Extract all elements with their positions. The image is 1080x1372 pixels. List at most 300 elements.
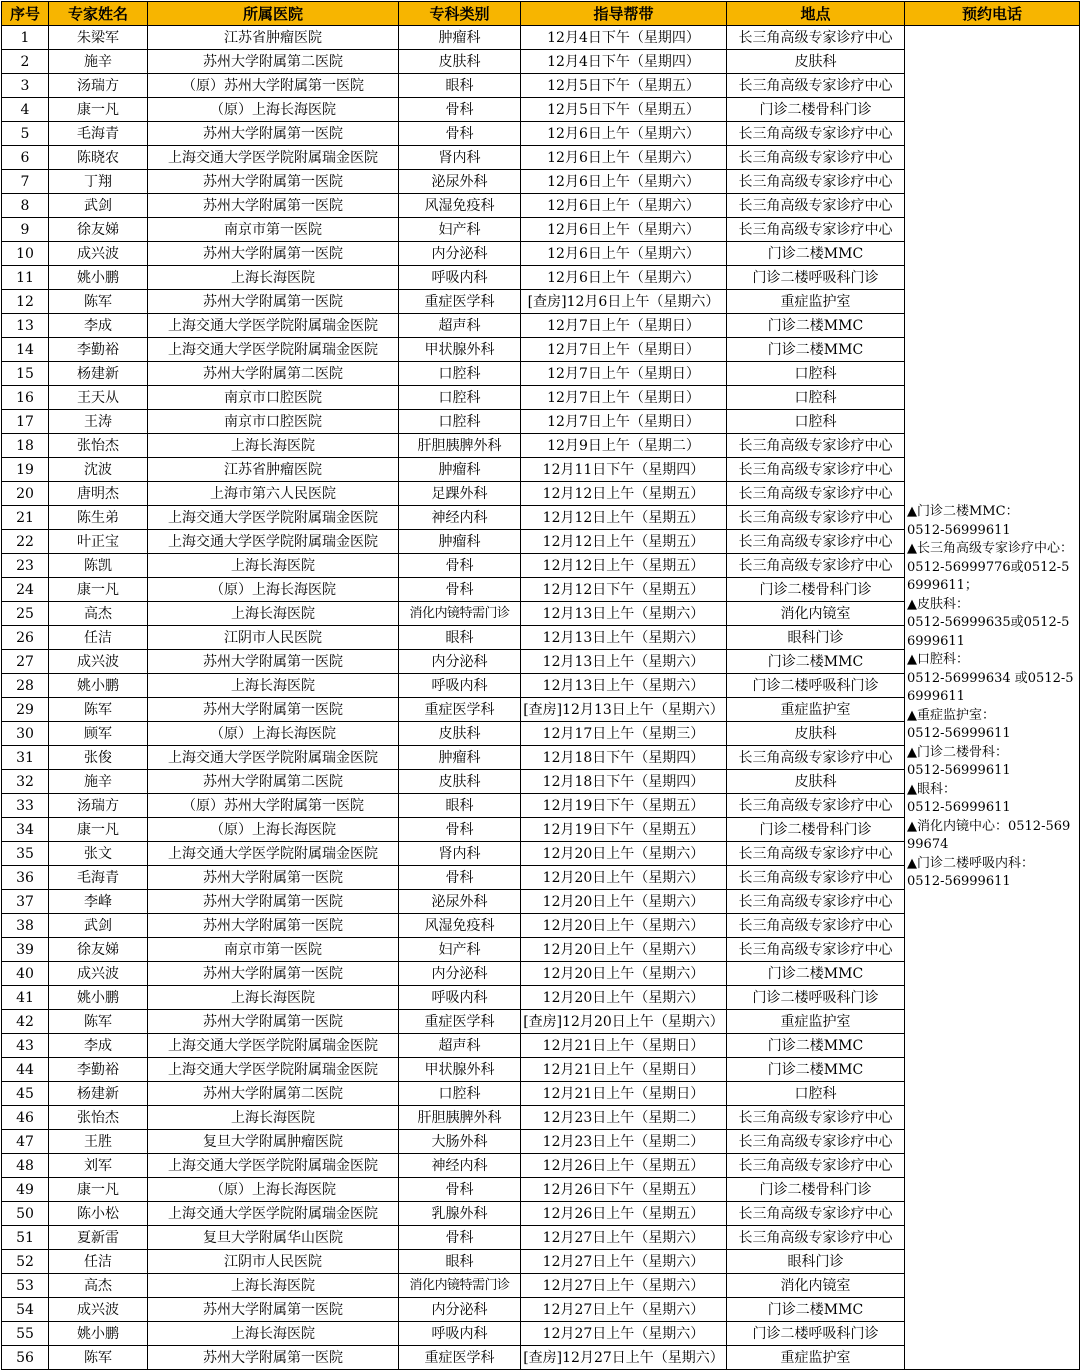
location-cell: 长三角高级专家诊疗中心 — [727, 1130, 905, 1154]
expert-name-cell: 杨建新 — [49, 1082, 148, 1106]
expert-name-cell: 任洁 — [49, 1250, 148, 1274]
index-cell: 45 — [2, 1082, 49, 1106]
expert-name-cell: 成兴波 — [49, 650, 148, 674]
guidance-time-cell: 12月20日上午（星期六） — [521, 866, 727, 890]
location-cell: 口腔科 — [727, 386, 905, 410]
guidance-time-cell: 12月20日上午（星期六） — [521, 890, 727, 914]
guidance-time-cell: 12月23日上午（星期二） — [521, 1130, 727, 1154]
phone-line: ▲门诊二楼骨科： — [907, 744, 1008, 760]
index-cell: 3 — [2, 74, 49, 98]
hospital-cell: 上海长海医院 — [148, 674, 399, 698]
guidance-time-cell: [查房]12月13日上午（星期六） — [521, 698, 727, 722]
expert-name-cell: 姚小鹏 — [49, 1322, 148, 1346]
expert-schedule-table — [1, 1, 1080, 1370]
location-cell: 长三角高级专家诊疗中心 — [727, 26, 905, 50]
specialty-cell: 内分泌科 — [399, 1298, 521, 1322]
phone-line: 0512-56999635或0512-56999611 — [907, 615, 1070, 649]
location-cell: 长三角高级专家诊疗中心 — [727, 482, 905, 506]
guidance-time-cell: 12月12日上午（星期五） — [521, 482, 727, 506]
booking-phone-cell — [905, 26, 1080, 1370]
expert-name-cell: 毛海青 — [49, 122, 148, 146]
location-cell: 重症监护室 — [727, 698, 905, 722]
location-cell: 门诊二楼骨科门诊 — [727, 578, 905, 602]
expert-name-cell: 叶正宝 — [49, 530, 148, 554]
guidance-time-cell: 12月20日上午（星期六） — [521, 986, 727, 1010]
index-cell: 39 — [2, 938, 49, 962]
location-cell: 门诊二楼MMC — [727, 242, 905, 266]
expert-name-cell: 康一凡 — [49, 1178, 148, 1202]
specialty-cell: 风湿免疫科 — [399, 194, 521, 218]
location-cell: 长三角高级专家诊疗中心 — [727, 458, 905, 482]
index-cell: 17 — [2, 410, 49, 434]
expert-name-cell: 陈凯 — [49, 554, 148, 578]
specialty-cell: 皮肤科 — [399, 770, 521, 794]
expert-name-cell: 夏新雷 — [49, 1226, 148, 1250]
index-cell: 41 — [2, 986, 49, 1010]
specialty-cell: 消化内镜特需门诊 — [399, 602, 521, 626]
index-cell: 29 — [2, 698, 49, 722]
guidance-time-cell: 12月6日上午（星期六） — [521, 194, 727, 218]
guidance-time-cell: 12月13日上午（星期六） — [521, 650, 727, 674]
hospital-cell: 上海长海医院 — [148, 554, 399, 578]
hospital-cell: 上海长海医院 — [148, 602, 399, 626]
specialty-cell: 眼科 — [399, 1250, 521, 1274]
hospital-cell: 上海长海医院 — [148, 1106, 399, 1130]
location-cell: 长三角高级专家诊疗中心 — [727, 506, 905, 530]
expert-name-cell: 陈军 — [49, 698, 148, 722]
hospital-cell: 苏州大学附属第一医院 — [148, 290, 399, 314]
index-cell: 9 — [2, 218, 49, 242]
location-cell: 门诊二楼呼吸科门诊 — [727, 986, 905, 1010]
guidance-time-cell: 12月9日上午（星期二） — [521, 434, 727, 458]
index-cell: 14 — [2, 338, 49, 362]
hospital-cell: 苏州大学附属第一医院 — [148, 866, 399, 890]
guidance-time-cell: 12月27日上午（星期六） — [521, 1274, 727, 1298]
index-cell: 55 — [2, 1322, 49, 1346]
specialty-cell: 肾内科 — [399, 842, 521, 866]
expert-name-cell: 顾军 — [49, 722, 148, 746]
index-cell: 44 — [2, 1058, 49, 1082]
index-cell: 16 — [2, 386, 49, 410]
expert-name-cell: 李成 — [49, 314, 148, 338]
index-cell: 43 — [2, 1034, 49, 1058]
specialty-cell: 肝胆胰脾外科 — [399, 1106, 521, 1130]
expert-name-cell: 李勤裕 — [49, 1058, 148, 1082]
guidance-time-cell: 12月19日下午（星期五） — [521, 818, 727, 842]
expert-name-cell: 陈小松 — [49, 1202, 148, 1226]
specialty-cell: 超声科 — [399, 314, 521, 338]
expert-name-cell: 张怡杰 — [49, 434, 148, 458]
location-cell: 皮肤科 — [727, 770, 905, 794]
index-cell: 31 — [2, 746, 49, 770]
location-cell: 消化内镜室 — [727, 1274, 905, 1298]
location-cell: 皮肤科 — [727, 50, 905, 74]
hospital-cell: 上海交通大学医学院附属瑞金医院 — [148, 746, 399, 770]
location-cell: 口腔科 — [727, 1082, 905, 1106]
specialty-cell: 肿瘤科 — [399, 746, 521, 770]
index-cell: 40 — [2, 962, 49, 986]
location-cell: 重症监护室 — [727, 290, 905, 314]
specialty-cell: 神经内科 — [399, 506, 521, 530]
hospital-cell: 上海长海医院 — [148, 1274, 399, 1298]
phone-line: ▲门诊二楼呼吸内科： — [907, 855, 1034, 871]
location-cell: 消化内镜室 — [727, 602, 905, 626]
guidance-time-cell: 12月21日上午（星期日） — [521, 1082, 727, 1106]
guidance-time-cell: 12月23日上午（星期二） — [521, 1106, 727, 1130]
specialty-cell: 口腔科 — [399, 1082, 521, 1106]
specialty-cell: 口腔科 — [399, 362, 521, 386]
guidance-time-cell: 12月4日下午（星期四） — [521, 26, 727, 50]
index-cell: 12 — [2, 290, 49, 314]
guidance-time-cell: 12月19日下午（星期五） — [521, 794, 727, 818]
hospital-cell: 苏州大学附属第一医院 — [148, 194, 399, 218]
guidance-time-cell: 12月6日上午（星期六） — [521, 218, 727, 242]
hospital-cell: 南京市第一医院 — [148, 218, 399, 242]
hospital-cell: 苏州大学附属第二医院 — [148, 1082, 399, 1106]
expert-name-cell: 高杰 — [49, 602, 148, 626]
hospital-cell: 苏州大学附属第一医院 — [148, 1298, 399, 1322]
index-cell: 27 — [2, 650, 49, 674]
specialty-cell: 神经内科 — [399, 1154, 521, 1178]
index-cell: 19 — [2, 458, 49, 482]
expert-name-cell: 武剑 — [49, 194, 148, 218]
index-cell: 2 — [2, 50, 49, 74]
expert-name-cell: 汤瑞方 — [49, 74, 148, 98]
specialty-cell: 大肠外科 — [399, 1130, 521, 1154]
specialty-cell: 甲状腺外科 — [399, 1058, 521, 1082]
phone-line: 0512-56999776或0512-56999611； — [907, 559, 1070, 594]
index-cell: 49 — [2, 1178, 49, 1202]
specialty-cell: 皮肤科 — [399, 50, 521, 74]
guidance-time-cell: 12月6日上午（星期六） — [521, 146, 727, 170]
guidance-time-cell: 12月20日上午（星期六） — [521, 962, 727, 986]
expert-name-cell: 王天从 — [49, 386, 148, 410]
expert-name-cell: 汤瑞方 — [49, 794, 148, 818]
phone-line: 0512-56999611 — [907, 874, 1011, 890]
location-cell: 重症监护室 — [727, 1010, 905, 1034]
specialty-cell: 肿瘤科 — [399, 26, 521, 50]
specialty-cell: 消化内镜特需门诊 — [399, 1274, 521, 1298]
guidance-time-cell: [查房]12月27日上午（星期六） — [521, 1346, 727, 1370]
index-cell: 1 — [2, 26, 49, 50]
location-cell: 长三角高级专家诊疗中心 — [727, 794, 905, 818]
guidance-time-cell: 12月27日上午（星期六） — [521, 1250, 727, 1274]
specialty-cell: 呼吸内科 — [399, 986, 521, 1010]
location-cell: 门诊二楼MMC — [727, 338, 905, 362]
phone-line: ▲皮肤科： — [907, 596, 969, 612]
phone-line: ▲门诊二楼MMC： — [907, 504, 1019, 520]
expert-name-cell: 成兴波 — [49, 962, 148, 986]
guidance-time-cell: 12月5日下午（星期五） — [521, 74, 727, 98]
location-cell: 长三角高级专家诊疗中心 — [727, 122, 905, 146]
index-cell: 18 — [2, 434, 49, 458]
location-cell: 长三角高级专家诊疗中心 — [727, 530, 905, 554]
index-cell: 42 — [2, 1010, 49, 1034]
hospital-cell: 南京市第一医院 — [148, 938, 399, 962]
guidance-time-cell: 12月26日上午（星期五） — [521, 1202, 727, 1226]
index-cell: 35 — [2, 842, 49, 866]
expert-name-cell: 毛海青 — [49, 866, 148, 890]
index-cell: 52 — [2, 1250, 49, 1274]
expert-name-cell: 王胜 — [49, 1130, 148, 1154]
specialty-cell: 呼吸内科 — [399, 1322, 521, 1346]
location-cell: 眼科门诊 — [727, 626, 905, 650]
index-cell: 7 — [2, 170, 49, 194]
guidance-time-cell: 12月17日上午（星期三） — [521, 722, 727, 746]
index-cell: 33 — [2, 794, 49, 818]
location-cell: 长三角高级专家诊疗中心 — [727, 890, 905, 914]
expert-name-cell: 姚小鹏 — [49, 266, 148, 290]
guidance-time-cell: 12月27日上午（星期六） — [521, 1298, 727, 1322]
specialty-cell: 皮肤科 — [399, 722, 521, 746]
location-cell: 长三角高级专家诊疗中心 — [727, 866, 905, 890]
guidance-time-cell: 12月21日上午（星期日） — [521, 1058, 727, 1082]
index-cell: 36 — [2, 866, 49, 890]
hospital-cell: 上海市第六人民医院 — [148, 482, 399, 506]
header-row — [2, 2, 1080, 26]
location-cell: 门诊二楼呼吸科门诊 — [727, 674, 905, 698]
hospital-cell: 江苏省肿瘤医院 — [148, 458, 399, 482]
expert-name-cell: 徐友娣 — [49, 218, 148, 242]
index-cell: 38 — [2, 914, 49, 938]
phone-line: 0512-56999611 — [907, 763, 1011, 779]
expert-name-cell: 杨建新 — [49, 362, 148, 386]
hospital-cell: 上海交通大学医学院附属瑞金医院 — [148, 506, 399, 530]
specialty-cell: 眼科 — [399, 626, 521, 650]
hospital-cell: （原）苏州大学附属第一医院 — [148, 74, 399, 98]
specialty-cell: 骨科 — [399, 1226, 521, 1250]
hospital-cell: 南京市口腔医院 — [148, 386, 399, 410]
index-cell: 6 — [2, 146, 49, 170]
phone-line: ▲消化内镜中心：0512-56999674 — [907, 818, 1071, 853]
index-cell: 56 — [2, 1346, 49, 1370]
index-cell: 23 — [2, 554, 49, 578]
specialty-cell: 骨科 — [399, 554, 521, 578]
specialty-cell: 呼吸内科 — [399, 674, 521, 698]
location-cell: 口腔科 — [727, 362, 905, 386]
index-cell: 54 — [2, 1298, 49, 1322]
index-cell: 46 — [2, 1106, 49, 1130]
guidance-time-cell: 12月26日上午（星期五） — [521, 1154, 727, 1178]
hospital-cell: 苏州大学附属第二医院 — [148, 362, 399, 386]
index-cell: 25 — [2, 602, 49, 626]
hospital-cell: 苏州大学附属第二医院 — [148, 770, 399, 794]
location-cell: 长三角高级专家诊疗中心 — [727, 1154, 905, 1178]
expert-name-cell: 陈军 — [49, 290, 148, 314]
table-row — [2, 26, 1080, 50]
guidance-time-cell: 12月20日上午（星期六） — [521, 842, 727, 866]
location-cell: 门诊二楼MMC — [727, 650, 905, 674]
hospital-cell: 苏州大学附属第一医院 — [148, 890, 399, 914]
expert-name-cell: 武剑 — [49, 914, 148, 938]
hospital-cell: 苏州大学附属第一医院 — [148, 650, 399, 674]
guidance-time-cell: [查房]12月6日上午（星期六） — [521, 290, 727, 314]
specialty-cell: 乳腺外科 — [399, 1202, 521, 1226]
header-cell-specialty: 专科类别 — [399, 2, 521, 26]
expert-name-cell: 姚小鹏 — [49, 986, 148, 1010]
location-cell: 长三角高级专家诊疗中心 — [727, 554, 905, 578]
guidance-time-cell: 12月7日上午（星期日） — [521, 386, 727, 410]
location-cell: 长三角高级专家诊疗中心 — [727, 170, 905, 194]
hospital-cell: 江阴市人民医院 — [148, 626, 399, 650]
expert-name-cell: 康一凡 — [49, 818, 148, 842]
location-cell: 长三角高级专家诊疗中心 — [727, 746, 905, 770]
expert-name-cell: 成兴波 — [49, 1298, 148, 1322]
guidance-time-cell: 12月21日上午（星期日） — [521, 1034, 727, 1058]
guidance-time-cell: [查房]12月20日上午（星期六） — [521, 1010, 727, 1034]
specialty-cell: 肿瘤科 — [399, 530, 521, 554]
hospital-cell: 上海交通大学医学院附属瑞金医院 — [148, 1154, 399, 1178]
location-cell: 长三角高级专家诊疗中心 — [727, 1202, 905, 1226]
expert-name-cell: 施辛 — [49, 50, 148, 74]
hospital-cell: 苏州大学附属第一医院 — [148, 242, 399, 266]
guidance-time-cell: 12月26日下午（星期五） — [521, 1178, 727, 1202]
guidance-time-cell: 12月6日上午（星期六） — [521, 266, 727, 290]
hospital-cell: 上海长海医院 — [148, 434, 399, 458]
phone-line: ▲重症监护室： — [907, 707, 995, 723]
specialty-cell: 妇产科 — [399, 938, 521, 962]
specialty-cell: 泌尿外科 — [399, 890, 521, 914]
header-cell-location: 地点 — [727, 2, 905, 26]
expert-name-cell: 刘军 — [49, 1154, 148, 1178]
phone-line: 0512-56999611 — [907, 800, 1011, 816]
hospital-cell: （原）上海长海医院 — [148, 98, 399, 122]
guidance-time-cell: 12月13日上午（星期六） — [521, 626, 727, 650]
index-cell: 51 — [2, 1226, 49, 1250]
index-cell: 37 — [2, 890, 49, 914]
guidance-time-cell: 12月27日上午（星期六） — [521, 1226, 727, 1250]
location-cell: 门诊二楼骨科门诊 — [727, 1178, 905, 1202]
hospital-cell: （原）上海长海医院 — [148, 1178, 399, 1202]
expert-name-cell: 张怡杰 — [49, 1106, 148, 1130]
index-cell: 8 — [2, 194, 49, 218]
expert-name-cell: 李勤裕 — [49, 338, 148, 362]
specialty-cell: 足踝外科 — [399, 482, 521, 506]
index-cell: 24 — [2, 578, 49, 602]
specialty-cell: 内分泌科 — [399, 650, 521, 674]
location-cell: 重症监护室 — [727, 1346, 905, 1370]
header-cell-booking-phone: 预约电话 — [905, 2, 1080, 26]
specialty-cell: 内分泌科 — [399, 242, 521, 266]
expert-name-cell: 沈波 — [49, 458, 148, 482]
hospital-cell: 上海长海医院 — [148, 266, 399, 290]
location-cell: 门诊二楼MMC — [727, 1298, 905, 1322]
phone-line: 0512-56999611 — [907, 726, 1011, 742]
index-cell: 13 — [2, 314, 49, 338]
hospital-cell: 上海交通大学医学院附属瑞金医院 — [148, 314, 399, 338]
index-cell: 20 — [2, 482, 49, 506]
hospital-cell: （原）上海长海医院 — [148, 578, 399, 602]
phone-line: 0512-56999611 — [907, 522, 1011, 538]
index-cell: 10 — [2, 242, 49, 266]
specialty-cell: 骨科 — [399, 866, 521, 890]
specialty-cell: 重症医学科 — [399, 1346, 521, 1370]
specialty-cell: 眼科 — [399, 74, 521, 98]
location-cell: 门诊二楼MMC — [727, 962, 905, 986]
location-cell: 长三角高级专家诊疗中心 — [727, 1226, 905, 1250]
specialty-cell: 口腔科 — [399, 410, 521, 434]
guidance-time-cell: 12月11日下午（星期四） — [521, 458, 727, 482]
expert-name-cell: 李峰 — [49, 890, 148, 914]
expert-name-cell: 陈生弟 — [49, 506, 148, 530]
expert-name-cell: 丁翔 — [49, 170, 148, 194]
expert-name-cell: 张文 — [49, 842, 148, 866]
index-cell: 4 — [2, 98, 49, 122]
location-cell: 长三角高级专家诊疗中心 — [727, 914, 905, 938]
hospital-cell: 苏州大学附属第一医院 — [148, 914, 399, 938]
specialty-cell: 泌尿外科 — [399, 170, 521, 194]
index-cell: 15 — [2, 362, 49, 386]
index-cell: 53 — [2, 1274, 49, 1298]
specialty-cell: 骨科 — [399, 122, 521, 146]
specialty-cell: 重症医学科 — [399, 1010, 521, 1034]
hospital-cell: 上海交通大学医学院附属瑞金医院 — [148, 146, 399, 170]
specialty-cell: 骨科 — [399, 98, 521, 122]
guidance-time-cell: 12月6日上午（星期六） — [521, 122, 727, 146]
specialty-cell: 妇产科 — [399, 218, 521, 242]
hospital-cell: 上海交通大学医学院附属瑞金医院 — [148, 338, 399, 362]
guidance-time-cell: 12月7日上午（星期日） — [521, 314, 727, 338]
location-cell: 长三角高级专家诊疗中心 — [727, 194, 905, 218]
expert-name-cell: 高杰 — [49, 1274, 148, 1298]
location-cell: 门诊二楼MMC — [727, 314, 905, 338]
guidance-time-cell: 12月13日上午（星期六） — [521, 674, 727, 698]
hospital-cell: （原）苏州大学附属第一医院 — [148, 794, 399, 818]
location-cell: 门诊二楼呼吸科门诊 — [727, 266, 905, 290]
hospital-cell: 上海长海医院 — [148, 1322, 399, 1346]
specialty-cell: 呼吸内科 — [399, 266, 521, 290]
guidance-time-cell: 12月27日上午（星期六） — [521, 1322, 727, 1346]
location-cell: 长三角高级专家诊疗中心 — [727, 146, 905, 170]
guidance-time-cell: 12月20日上午（星期六） — [521, 938, 727, 962]
hospital-cell: 苏州大学附属第一医院 — [148, 1010, 399, 1034]
hospital-cell: 南京市口腔医院 — [148, 410, 399, 434]
guidance-time-cell: 12月13日上午（星期六） — [521, 602, 727, 626]
guidance-time-cell: 12月5日下午（星期五） — [521, 98, 727, 122]
location-cell: 门诊二楼骨科门诊 — [727, 818, 905, 842]
expert-name-cell: 成兴波 — [49, 242, 148, 266]
specialty-cell: 肝胆胰脾外科 — [399, 434, 521, 458]
index-cell: 30 — [2, 722, 49, 746]
specialty-cell: 重症医学科 — [399, 290, 521, 314]
header-cell-guidance-time: 指导帮带 — [521, 2, 727, 26]
hospital-cell: 上海长海医院 — [148, 986, 399, 1010]
location-cell: 长三角高级专家诊疗中心 — [727, 842, 905, 866]
index-cell: 28 — [2, 674, 49, 698]
guidance-time-cell: 12月12日上午（星期五） — [521, 530, 727, 554]
hospital-cell: 苏州大学附属第一医院 — [148, 1346, 399, 1370]
guidance-time-cell: 12月6日上午（星期六） — [521, 242, 727, 266]
guidance-time-cell: 12月12日上午（星期五） — [521, 554, 727, 578]
location-cell: 长三角高级专家诊疗中心 — [727, 1106, 905, 1130]
header-cell-hospital: 所属医院 — [148, 2, 399, 26]
expert-name-cell: 康一凡 — [49, 578, 148, 602]
hospital-cell: 上海交通大学医学院附属瑞金医院 — [148, 1058, 399, 1082]
specialty-cell: 超声科 — [399, 1034, 521, 1058]
expert-name-cell: 陈军 — [49, 1010, 148, 1034]
index-cell: 11 — [2, 266, 49, 290]
location-cell: 门诊二楼骨科门诊 — [727, 98, 905, 122]
guidance-time-cell: 12月7日上午（星期日） — [521, 362, 727, 386]
guidance-time-cell: 12月7日上午（星期日） — [521, 338, 727, 362]
hospital-cell: 苏州大学附属第一医院 — [148, 170, 399, 194]
expert-name-cell: 朱梁军 — [49, 26, 148, 50]
location-cell: 长三角高级专家诊疗中心 — [727, 74, 905, 98]
guidance-time-cell: 12月12日下午（星期五） — [521, 578, 727, 602]
hospital-cell: 苏州大学附属第一医院 — [148, 698, 399, 722]
location-cell: 门诊二楼MMC — [727, 1034, 905, 1058]
specialty-cell: 甲状腺外科 — [399, 338, 521, 362]
